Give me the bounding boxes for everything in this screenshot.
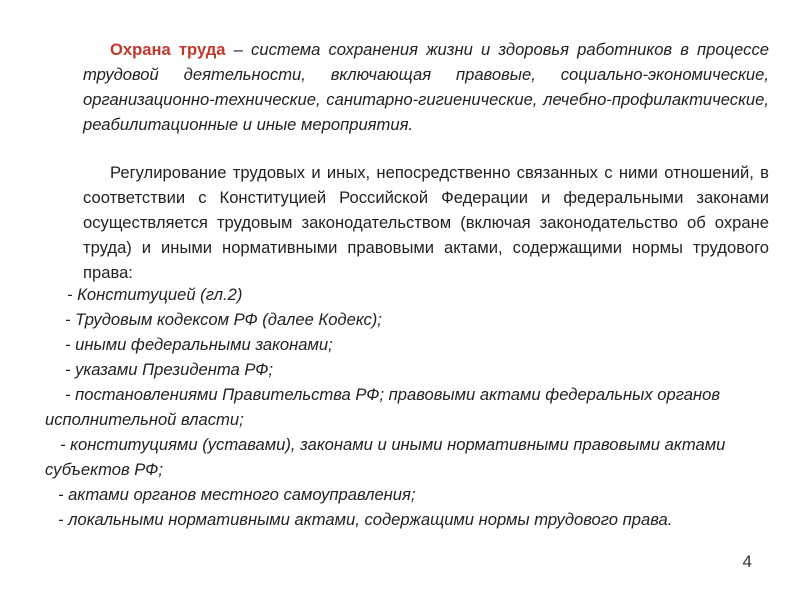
list-item: - Трудовым кодексом РФ (далее Кодекс); — [65, 310, 382, 329]
list-item: - конституциями (уставами), законами и иными нормативными правовыми актами субъектов РФ; — [45, 435, 726, 479]
page-number: 4 — [742, 552, 752, 571]
list-item: - актами органов местного самоуправления; — [58, 485, 416, 504]
regulation-paragraph — [83, 160, 769, 285]
definition-text: – система сохранения жизни и здоровья работников в процессе трудовой деятельности, включающая правовые, социально-экономические, организационно-технические, санитарно-гигиенические, лечебно-профилактические, реабилитационные и иные мероприятия. — [83, 40, 769, 134]
list-item: - Конституцией (гл.2) — [67, 285, 243, 304]
list-item: - указами Президента РФ; — [65, 360, 274, 379]
list-item: - иными федеральными законами; — [65, 335, 333, 354]
list-item: - постановлениями Правительства РФ; правовыми актами федеральных органов исполнительной власти; — [45, 385, 720, 429]
definition-term: Охрана труда — [110, 40, 226, 59]
regulation-text: Регулирование трудовых и иных, непосредственно связанных с ними отношений, в соответствии с Конституцией Российской Федерации и федеральными законами осуществляется трудовым законодательством (включая законодательство об охране труда) и иными нормативными правовыми актами, содержащими нормы трудового права: — [83, 163, 769, 282]
list-item: - локальными нормативными актами, содержащими нормы трудового права. — [58, 510, 673, 529]
legal-acts-list — [45, 282, 770, 532]
definition-paragraph — [83, 37, 769, 137]
